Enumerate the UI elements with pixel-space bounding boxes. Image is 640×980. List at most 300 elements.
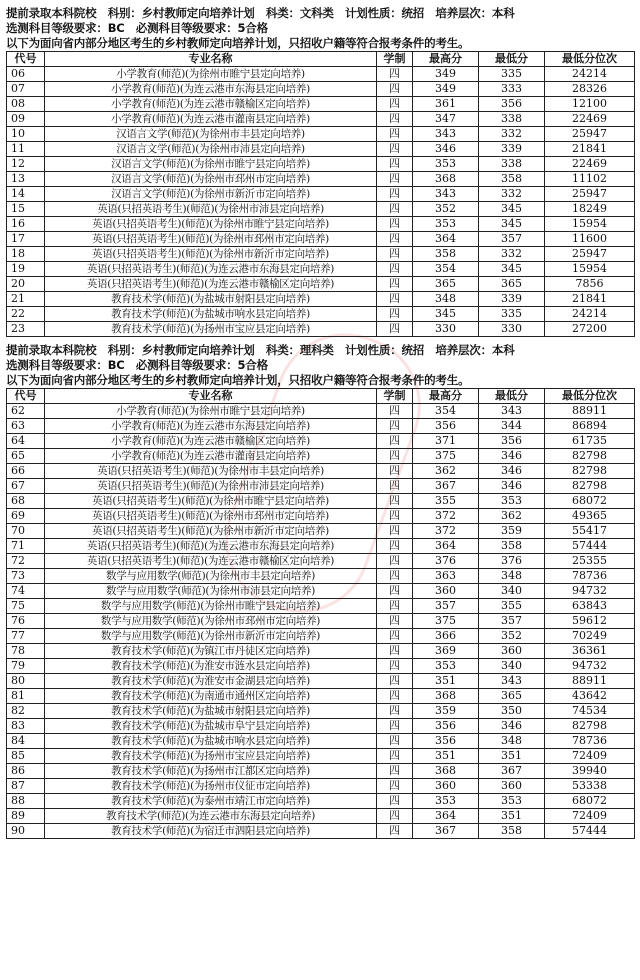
cell-code: 21 (7, 292, 45, 307)
cell-min-rank: 12100 (545, 97, 635, 112)
cell-duration: 四 (377, 82, 413, 97)
cell-max-score: 351 (413, 674, 479, 689)
table-row (7, 202, 635, 217)
table-row (7, 569, 635, 584)
cell-min-score: 345 (479, 262, 545, 277)
cell-max-score: 349 (413, 82, 479, 97)
table-row (7, 142, 635, 157)
table-body (7, 67, 635, 337)
cell-min-score: 332 (479, 187, 545, 202)
cell-code: 85 (7, 749, 45, 764)
cell-max-score: 360 (413, 779, 479, 794)
cell-min-score: 344 (479, 419, 545, 434)
table-row (7, 277, 635, 292)
cell-min-score: 358 (479, 172, 545, 187)
cell-min-rank: 11600 (545, 232, 635, 247)
cell-max-score: 367 (413, 479, 479, 494)
cell-code: 89 (7, 809, 45, 824)
cell-duration: 四 (377, 434, 413, 449)
cell-min-rank: 72409 (545, 749, 635, 764)
cell-duration: 四 (377, 247, 413, 262)
table-row (7, 247, 635, 262)
cell-major: 英语(只招英语考生)(师范)(为连云港市赣榆区定向培养) (45, 277, 377, 292)
cell-code: 13 (7, 172, 45, 187)
cell-duration: 四 (377, 449, 413, 464)
cell-min-score: 345 (479, 217, 545, 232)
cell-min-rank: 72409 (545, 809, 635, 824)
cell-major: 教育技术学(师范)(为南通市通州区定向培养) (45, 689, 377, 704)
cell-major: 小学教育(师范)(为徐州市睢宁县定向培养) (45, 404, 377, 419)
cell-min-score: 360 (479, 779, 545, 794)
cell-major: 教育技术学(师范)(为扬州市江都区定向培养) (45, 764, 377, 779)
cell-duration: 四 (377, 629, 413, 644)
cell-max-score: 348 (413, 292, 479, 307)
cell-max-score: 354 (413, 404, 479, 419)
cell-min-score: 338 (479, 157, 545, 172)
cell-major: 教育技术学(师范)(为扬州市宝应县定向培养) (45, 322, 377, 337)
cell-duration: 四 (377, 794, 413, 809)
table-row (7, 659, 635, 674)
table-row (7, 322, 635, 337)
table-row (7, 187, 635, 202)
cell-code: 90 (7, 824, 45, 839)
cell-duration: 四 (377, 494, 413, 509)
cell-max-score: 352 (413, 202, 479, 217)
cell-min-score: 356 (479, 434, 545, 449)
cell-min-score: 338 (479, 112, 545, 127)
table-row (7, 749, 635, 764)
cell-max-score: 360 (413, 584, 479, 599)
cell-code: 72 (7, 554, 45, 569)
col-header-code: 代号 (7, 389, 45, 404)
cell-code: 68 (7, 494, 45, 509)
col-header-min-score: 最低分 (479, 389, 545, 404)
cell-major: 英语(只招英语考生)(师范)(为徐州市沛县定向培养) (45, 202, 377, 217)
cell-code: 20 (7, 277, 45, 292)
cell-min-rank: 43642 (545, 689, 635, 704)
cell-min-rank: 25355 (545, 554, 635, 569)
cell-max-score: 372 (413, 524, 479, 539)
cell-duration: 四 (377, 674, 413, 689)
cell-min-rank: 22469 (545, 157, 635, 172)
cell-major: 英语(只招英语考生)(师范)(为连云港市东海县定向培养) (45, 539, 377, 554)
table-row (7, 644, 635, 659)
cell-major: 英语(只招英语考生)(师范)(为徐州市睢宁县定向培养) (45, 217, 377, 232)
cell-code: 84 (7, 734, 45, 749)
cell-min-rank: 55417 (545, 524, 635, 539)
table-row (7, 764, 635, 779)
cell-major: 教育技术学(师范)(为连云港市东海县定向培养) (45, 809, 377, 824)
cell-min-score: 339 (479, 142, 545, 157)
score-table (6, 388, 635, 839)
cell-duration: 四 (377, 584, 413, 599)
cell-min-score: 332 (479, 247, 545, 262)
table-row (7, 494, 635, 509)
cell-duration: 四 (377, 734, 413, 749)
table-row (7, 719, 635, 734)
cell-major: 小学教育(师范)(为连云港市灌南县定向培养) (45, 112, 377, 127)
cell-min-score: 348 (479, 569, 545, 584)
cell-duration: 四 (377, 277, 413, 292)
cell-duration: 四 (377, 689, 413, 704)
cell-min-rank: 57444 (545, 539, 635, 554)
table-row (7, 419, 635, 434)
cell-max-score: 364 (413, 232, 479, 247)
cell-code: 06 (7, 67, 45, 82)
cell-min-score: 353 (479, 794, 545, 809)
cell-min-score: 332 (479, 127, 545, 142)
cell-major: 数学与应用数学(师范)(为徐州市丰县定向培养) (45, 569, 377, 584)
cell-duration: 四 (377, 419, 413, 434)
cell-code: 82 (7, 704, 45, 719)
cell-code: 19 (7, 262, 45, 277)
table-row (7, 404, 635, 419)
table-row (7, 127, 635, 142)
cell-max-score: 368 (413, 689, 479, 704)
section-header-line: 提前录取本科院校 科别：乡村教师定向培养计划 科类：文科类 计划性质：统招 培养层次：本科 (6, 6, 515, 20)
cell-duration: 四 (377, 479, 413, 494)
cell-min-score: 343 (479, 674, 545, 689)
cell-min-score: 351 (479, 749, 545, 764)
cell-major: 教育技术学(师范)(为淮安市涟水县定向培养) (45, 659, 377, 674)
cell-max-score: 347 (413, 112, 479, 127)
cell-min-rank: 39940 (545, 764, 635, 779)
cell-min-score: 333 (479, 82, 545, 97)
table-header-row (7, 52, 635, 67)
cell-min-rank: 59612 (545, 614, 635, 629)
cell-duration: 四 (377, 157, 413, 172)
cell-min-score: 345 (479, 202, 545, 217)
section-note-line: 以下为面向省内部分地区考生的乡村教师定向培养计划，只招收户籍等符合报考条件的考生。 (6, 36, 470, 50)
cell-min-score: 358 (479, 539, 545, 554)
cell-min-rank: 15954 (545, 262, 635, 277)
cell-max-score: 330 (413, 322, 479, 337)
cell-major: 数学与应用数学(师范)(为徐州市睢宁县定向培养) (45, 599, 377, 614)
cell-min-score: 376 (479, 554, 545, 569)
table-row (7, 112, 635, 127)
cell-code: 62 (7, 404, 45, 419)
cell-max-score: 353 (413, 794, 479, 809)
cell-max-score: 356 (413, 419, 479, 434)
cell-min-score: 352 (479, 629, 545, 644)
cell-min-score: 355 (479, 599, 545, 614)
cell-min-score: 357 (479, 232, 545, 247)
cell-min-rank: 78736 (545, 569, 635, 584)
table-row (7, 689, 635, 704)
cell-min-score: 356 (479, 97, 545, 112)
col-header-max-score: 最高分 (413, 52, 479, 67)
cell-duration: 四 (377, 599, 413, 614)
cell-major: 英语(只招英语考生)(师范)(为徐州市沛县定向培养) (45, 479, 377, 494)
cell-min-rank: 25947 (545, 127, 635, 142)
cell-max-score: 355 (413, 494, 479, 509)
cell-min-score: 335 (479, 307, 545, 322)
cell-major: 英语(只招英语考生)(师范)(为徐州市邳州市定向培养) (45, 509, 377, 524)
cell-max-score: 372 (413, 509, 479, 524)
cell-min-rank: 53338 (545, 779, 635, 794)
cell-duration: 四 (377, 464, 413, 479)
cell-min-rank: 88911 (545, 674, 635, 689)
cell-major: 英语(只招英语考生)(师范)(为连云港市东海县定向培养) (45, 262, 377, 277)
cell-min-rank: 88911 (545, 404, 635, 419)
cell-min-score: 358 (479, 824, 545, 839)
cell-min-rank: 94732 (545, 584, 635, 599)
cell-min-rank: 86894 (545, 419, 635, 434)
cell-max-score: 375 (413, 449, 479, 464)
table-row (7, 779, 635, 794)
cell-min-rank: 21841 (545, 142, 635, 157)
cell-code: 76 (7, 614, 45, 629)
cell-min-score: 335 (479, 67, 545, 82)
table-row (7, 539, 635, 554)
section-note-line: 以下为面向省内部分地区考生的乡村教师定向培养计划，只招收户籍等符合报考条件的考生。 (6, 373, 470, 387)
cell-major: 汉语言文学(师范)(为徐州市新沂市定向培养) (45, 187, 377, 202)
cell-min-rank: 78736 (545, 734, 635, 749)
cell-major: 教育技术学(师范)(为镇江市丹徒区定向培养) (45, 644, 377, 659)
col-header-min-score: 最低分 (479, 52, 545, 67)
table-row (7, 614, 635, 629)
cell-major: 英语(只招英语考生)(师范)(为徐州市睢宁县定向培养) (45, 494, 377, 509)
cell-min-rank: 49365 (545, 509, 635, 524)
cell-duration: 四 (377, 187, 413, 202)
table-row (7, 464, 635, 479)
cell-major: 教育技术学(师范)(为淮安市金湖县定向培养) (45, 674, 377, 689)
cell-duration: 四 (377, 292, 413, 307)
cell-max-score: 356 (413, 734, 479, 749)
col-header-duration: 学制 (377, 389, 413, 404)
cell-major: 汉语言文学(师范)(为徐州市丰县定向培养) (45, 127, 377, 142)
cell-min-rank: 57444 (545, 824, 635, 839)
cell-duration: 四 (377, 217, 413, 232)
cell-duration: 四 (377, 644, 413, 659)
cell-duration: 四 (377, 307, 413, 322)
cell-min-score: 340 (479, 584, 545, 599)
col-header-duration: 学制 (377, 52, 413, 67)
cell-major: 数学与应用数学(师范)(为徐州市邳州市定向培养) (45, 614, 377, 629)
cell-major: 教育技术学(师范)(为盐城市响水县定向培养) (45, 734, 377, 749)
table-row (7, 629, 635, 644)
table-row (7, 172, 635, 187)
cell-max-score: 364 (413, 539, 479, 554)
cell-major: 教育技术学(师范)(为宿迁市泗阳县定向培养) (45, 824, 377, 839)
cell-duration: 四 (377, 809, 413, 824)
cell-code: 78 (7, 644, 45, 659)
cell-min-rank: 24214 (545, 67, 635, 82)
table-row (7, 157, 635, 172)
col-header-max-score: 最高分 (413, 389, 479, 404)
cell-code: 79 (7, 659, 45, 674)
cell-max-score: 356 (413, 719, 479, 734)
cell-code: 73 (7, 569, 45, 584)
cell-code: 16 (7, 217, 45, 232)
cell-code: 10 (7, 127, 45, 142)
cell-min-rank: 70249 (545, 629, 635, 644)
cell-min-rank: 24214 (545, 307, 635, 322)
cell-major: 教育技术学(师范)(为盐城市响水县定向培养) (45, 307, 377, 322)
cell-max-score: 343 (413, 127, 479, 142)
cell-duration: 四 (377, 67, 413, 82)
cell-min-rank: 18249 (545, 202, 635, 217)
cell-duration: 四 (377, 659, 413, 674)
cell-min-score: 367 (479, 764, 545, 779)
cell-min-rank: 21841 (545, 292, 635, 307)
cell-duration: 四 (377, 704, 413, 719)
cell-major: 教育技术学(师范)(为盐城市阜宁县定向培养) (45, 719, 377, 734)
cell-major: 教育技术学(师范)(为盐城市射阳县定向培养) (45, 292, 377, 307)
cell-code: 74 (7, 584, 45, 599)
col-header-min-rank: 最低分位次 (545, 389, 635, 404)
table-row (7, 97, 635, 112)
cell-min-score: 362 (479, 509, 545, 524)
cell-duration: 四 (377, 524, 413, 539)
table-body (7, 404, 635, 839)
cell-max-score: 359 (413, 704, 479, 719)
table-row (7, 479, 635, 494)
cell-duration: 四 (377, 764, 413, 779)
cell-min-score: 365 (479, 277, 545, 292)
cell-major: 汉语言文学(师范)(为徐州市睢宁县定向培养) (45, 157, 377, 172)
table-row (7, 704, 635, 719)
cell-duration: 四 (377, 172, 413, 187)
cell-major: 汉语言文学(师范)(为徐州市沛县定向培养) (45, 142, 377, 157)
table-row (7, 292, 635, 307)
cell-duration: 四 (377, 569, 413, 584)
cell-min-rank: 82798 (545, 719, 635, 734)
cell-max-score: 357 (413, 599, 479, 614)
cell-min-rank: 94732 (545, 659, 635, 674)
cell-min-score: 360 (479, 644, 545, 659)
cell-major: 教育技术学(师范)(为扬州市宝应县定向培养) (45, 749, 377, 764)
cell-duration: 四 (377, 824, 413, 839)
document-page (6, 6, 634, 839)
cell-major: 小学教育(师范)(为连云港市东海县定向培养) (45, 82, 377, 97)
section-requirement-line: 选测科目等级要求：BC 必测科目等级要求：5合格 (6, 21, 268, 35)
cell-max-score: 353 (413, 659, 479, 674)
cell-min-rank: 28326 (545, 82, 635, 97)
table-row (7, 734, 635, 749)
cell-min-score: 330 (479, 322, 545, 337)
cell-min-score: 350 (479, 704, 545, 719)
cell-major: 英语(只招英语考生)(师范)(为连云港市赣榆区定向培养) (45, 554, 377, 569)
cell-min-rank: 61735 (545, 434, 635, 449)
cell-min-score: 346 (479, 449, 545, 464)
cell-code: 88 (7, 794, 45, 809)
cell-min-score: 357 (479, 614, 545, 629)
cell-min-rank: 11102 (545, 172, 635, 187)
cell-code: 64 (7, 434, 45, 449)
cell-max-score: 365 (413, 277, 479, 292)
cell-code: 70 (7, 524, 45, 539)
cell-code: 81 (7, 689, 45, 704)
table-row (7, 307, 635, 322)
cell-max-score: 345 (413, 307, 479, 322)
cell-min-rank: 68072 (545, 494, 635, 509)
table-row (7, 584, 635, 599)
cell-code: 15 (7, 202, 45, 217)
cell-major: 教育技术学(师范)(为扬州市仪征市定向培养) (45, 779, 377, 794)
cell-duration: 四 (377, 719, 413, 734)
section-requirement-line: 选测科目等级要求：BC 必测科目等级要求：5合格 (6, 358, 268, 372)
cell-code: 23 (7, 322, 45, 337)
cell-min-score: 339 (479, 292, 545, 307)
cell-code: 87 (7, 779, 45, 794)
score-table (6, 51, 635, 337)
cell-max-score: 361 (413, 97, 479, 112)
cell-min-rank: 63843 (545, 599, 635, 614)
cell-max-score: 354 (413, 262, 479, 277)
section-science (6, 343, 634, 839)
table-row (7, 554, 635, 569)
table-header-row (7, 389, 635, 404)
table-row (7, 824, 635, 839)
cell-duration: 四 (377, 614, 413, 629)
cell-code: 86 (7, 764, 45, 779)
cell-code: 14 (7, 187, 45, 202)
cell-max-score: 375 (413, 614, 479, 629)
cell-min-rank: 22469 (545, 112, 635, 127)
cell-max-score: 368 (413, 172, 479, 187)
cell-max-score: 353 (413, 157, 479, 172)
table-row (7, 449, 635, 464)
cell-min-rank: 25947 (545, 247, 635, 262)
cell-code: 69 (7, 509, 45, 524)
cell-max-score: 351 (413, 749, 479, 764)
cell-duration: 四 (377, 554, 413, 569)
cell-max-score: 367 (413, 824, 479, 839)
cell-code: 65 (7, 449, 45, 464)
cell-min-score: 348 (479, 734, 545, 749)
cell-max-score: 358 (413, 247, 479, 262)
cell-duration: 四 (377, 142, 413, 157)
cell-code: 77 (7, 629, 45, 644)
cell-max-score: 371 (413, 434, 479, 449)
table-row (7, 599, 635, 614)
cell-code: 12 (7, 157, 45, 172)
cell-max-score: 353 (413, 217, 479, 232)
cell-min-rank: 36361 (545, 644, 635, 659)
cell-max-score: 346 (413, 142, 479, 157)
cell-min-rank: 82798 (545, 464, 635, 479)
table-row (7, 262, 635, 277)
cell-min-score: 343 (479, 404, 545, 419)
col-header-code: 代号 (7, 52, 45, 67)
col-header-major: 专业名称 (45, 52, 377, 67)
cell-code: 07 (7, 82, 45, 97)
cell-duration: 四 (377, 127, 413, 142)
table-row (7, 217, 635, 232)
table-row (7, 809, 635, 824)
col-header-min-rank: 最低分位次 (545, 52, 635, 67)
cell-major: 英语(只招英语考生)(师范)(为徐州市新沂市定向培养) (45, 524, 377, 539)
cell-duration: 四 (377, 509, 413, 524)
cell-major: 英语(只招英语考生)(师范)(为徐州市丰县定向培养) (45, 464, 377, 479)
cell-duration: 四 (377, 779, 413, 794)
cell-code: 18 (7, 247, 45, 262)
cell-min-score: 346 (479, 719, 545, 734)
cell-code: 67 (7, 479, 45, 494)
table-row (7, 434, 635, 449)
cell-min-rank: 27200 (545, 322, 635, 337)
cell-duration: 四 (377, 749, 413, 764)
table-row (7, 524, 635, 539)
cell-major: 英语(只招英语考生)(师范)(为徐州市邳州市定向培养) (45, 232, 377, 247)
table-row (7, 674, 635, 689)
cell-major: 数学与应用数学(师范)(为徐州市沛县定向培养) (45, 584, 377, 599)
cell-major: 小学教育(师范)(为连云港市灌南县定向培养) (45, 449, 377, 464)
cell-min-rank: 25947 (545, 187, 635, 202)
cell-code: 22 (7, 307, 45, 322)
cell-duration: 四 (377, 232, 413, 247)
